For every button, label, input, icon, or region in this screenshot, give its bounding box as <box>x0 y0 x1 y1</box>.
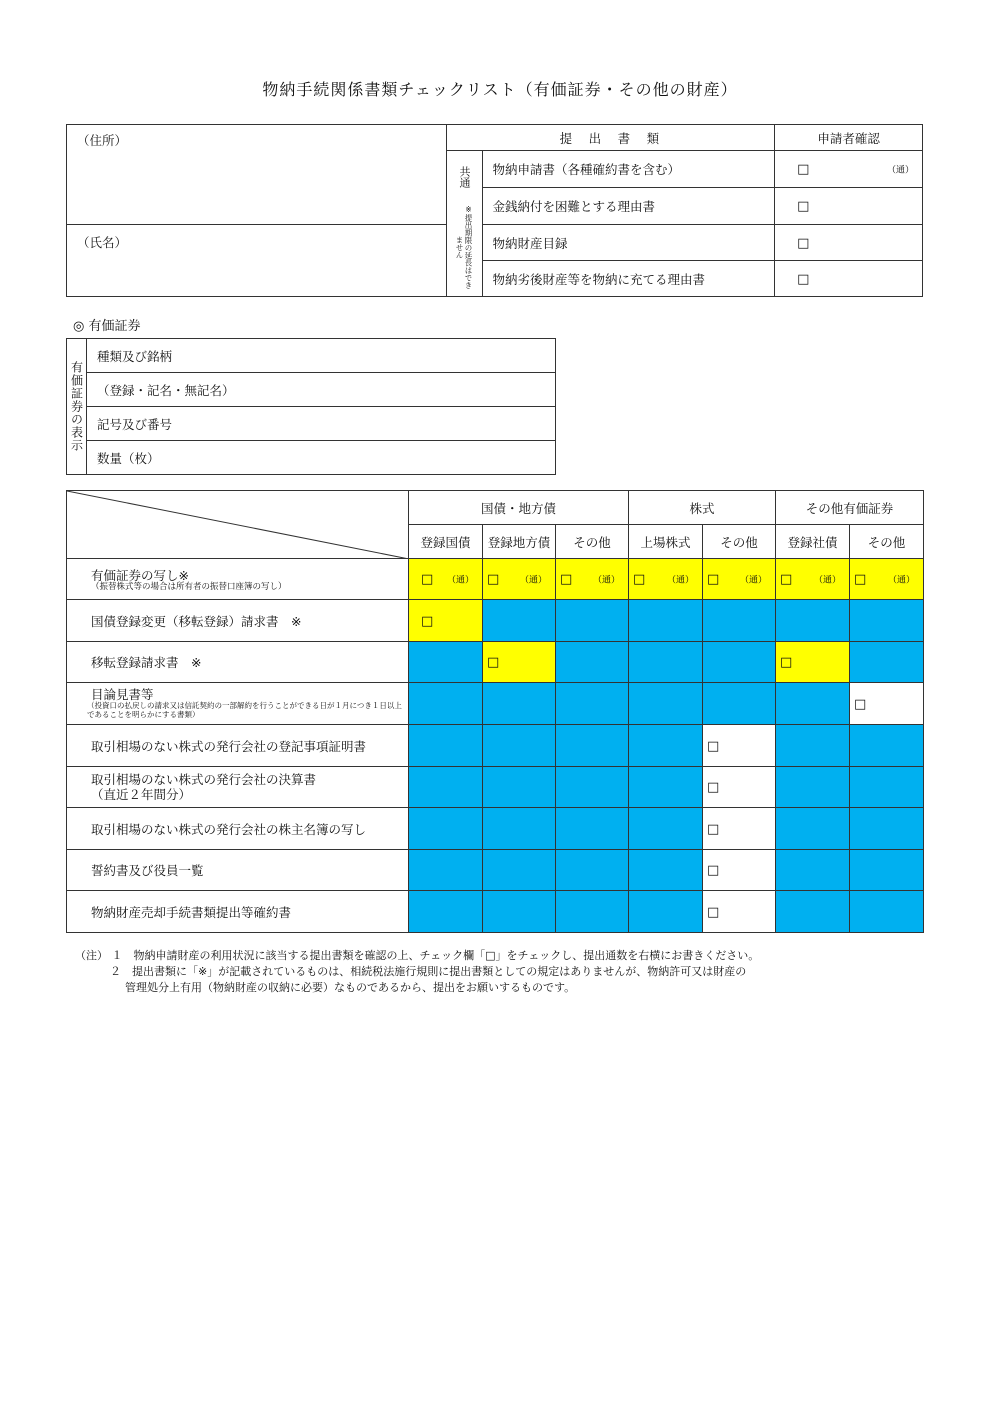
row-label: 目論見書等 （投資口の払戻しの請求又は信託契約の一部解約を行うことができる日が１月につき１日以上であることを明らかにする書類） <box>67 683 409 725</box>
na-cell <box>556 642 629 683</box>
submission-table <box>66 124 923 297</box>
na-cell <box>850 850 924 891</box>
na-cell <box>850 808 924 850</box>
doc-row: 物納財産目録 <box>482 225 775 261</box>
na-cell <box>629 683 703 725</box>
na-cell <box>776 600 850 642</box>
confirm-header: 申請者確認 <box>775 125 923 151</box>
column-header: その他 <box>703 525 776 559</box>
na-cell <box>850 725 924 767</box>
check-cell[interactable] <box>703 808 776 850</box>
na-cell <box>483 600 556 642</box>
name-field[interactable] <box>67 225 447 297</box>
na-cell <box>409 683 483 725</box>
checkbox[interactable]: □ <box>797 199 810 214</box>
copies-label: （通） <box>886 165 914 176</box>
doc-check-cell[interactable] <box>775 151 923 188</box>
page-title: 物納手続関係書類チェックリスト（有価証券・その他の財産） <box>262 80 738 99</box>
na-cell <box>776 808 850 850</box>
checkbox[interactable]: □ <box>560 572 573 587</box>
checkbox[interactable]: □ <box>421 613 434 629</box>
na-cell <box>703 600 776 642</box>
copies-label: （通） <box>814 575 842 586</box>
diagonal-line <box>67 491 409 559</box>
na-cell <box>629 642 703 683</box>
na-cell <box>629 850 703 891</box>
na-cell <box>850 767 924 808</box>
table-row <box>67 725 924 767</box>
doc-check-cell[interactable] <box>775 225 923 261</box>
checkbox[interactable]: □ <box>707 780 720 795</box>
na-cell <box>556 600 629 642</box>
check-cell[interactable] <box>850 559 924 600</box>
na-cell <box>556 808 629 850</box>
notes <box>75 948 945 996</box>
copies-label: （通） <box>593 575 621 586</box>
check-cell[interactable] <box>409 600 483 642</box>
doc-check-cell[interactable] <box>775 188 923 225</box>
checkbox[interactable]: □ <box>797 235 810 251</box>
note-line: 管理処分上有用（物納財産の収納に必要）なものであるから、提出をお願いするものです。 <box>125 981 576 994</box>
copies-label: （通） <box>519 575 547 586</box>
row-label: 物納財産売却手続書類提出等確約書 <box>67 891 409 933</box>
docs-header: 提 出 書 類 <box>446 125 775 151</box>
na-cell <box>776 850 850 891</box>
na-cell <box>776 725 850 767</box>
doc-row: 物納劣後財産等を物納に充てる理由書 <box>482 261 775 297</box>
note-line: ２ 提出書類に「※」が記載されているものは、相続税法施行規則に提出書類としての規定はありませんが、物納許可又は財産の <box>110 965 747 978</box>
checkbox[interactable]: □ <box>854 696 867 712</box>
na-cell <box>703 642 776 683</box>
securities-row[interactable]: （登録・記名・無記名） <box>86 373 555 407</box>
checkbox[interactable]: □ <box>421 572 434 587</box>
na-cell <box>556 767 629 808</box>
checkbox[interactable]: □ <box>707 863 720 878</box>
table-row <box>67 767 924 808</box>
column-header: その他 <box>556 525 629 559</box>
row-label: 有価証券の写し※ （振替株式等の場合は所有者の振替口座簿の写し） <box>67 559 409 600</box>
na-cell <box>629 808 703 850</box>
common-side-cell <box>446 151 482 297</box>
checkbox[interactable]: □ <box>707 821 720 837</box>
note-line: （注） １ 物納申請財産の利用状況に該当する提出書類を確認の上、チェック欄「□」をチェックし、提出通数を右横にお書きください。 <box>75 949 760 962</box>
table-row <box>67 808 924 850</box>
group-header: 株式 <box>629 491 776 525</box>
checkbox[interactable]: □ <box>707 572 720 587</box>
na-cell <box>483 891 556 933</box>
row-label: 国債登録変更（移転登録）請求書 ※ <box>67 600 409 642</box>
na-cell <box>409 891 483 933</box>
column-header: 登録国債 <box>409 525 483 559</box>
table-row <box>67 559 924 600</box>
address-field[interactable] <box>67 125 447 225</box>
na-cell <box>556 683 629 725</box>
address-label: （住所） <box>77 133 128 148</box>
check-cell[interactable] <box>703 725 776 767</box>
corner-cell <box>67 491 409 559</box>
common-label: 共通 <box>458 166 472 188</box>
requirements-matrix <box>66 490 924 933</box>
row-label: 取引相場のない株式の発行会社の登記事項証明書 <box>67 725 409 767</box>
securities-table <box>66 338 556 475</box>
column-header: 上場株式 <box>629 525 703 559</box>
column-header: 登録社債 <box>776 525 850 559</box>
deadline-note: ※提出期限の延長はできません <box>455 205 474 289</box>
column-header: その他 <box>850 525 924 559</box>
check-cell[interactable] <box>703 559 776 600</box>
na-cell <box>483 683 556 725</box>
doc-check-cell[interactable] <box>775 261 923 297</box>
na-cell <box>850 891 924 933</box>
group-header: その他有価証券 <box>776 491 924 525</box>
check-cell[interactable] <box>850 683 924 725</box>
na-cell <box>556 850 629 891</box>
copies-label: （通） <box>446 575 474 586</box>
check-cell[interactable] <box>776 642 850 683</box>
check-cell[interactable] <box>703 891 776 933</box>
na-cell <box>629 891 703 933</box>
row-label: 誓約書及び役員一覧 <box>67 850 409 891</box>
checkbox[interactable]: □ <box>797 271 810 287</box>
checkbox[interactable]: □ <box>780 655 793 670</box>
na-cell <box>409 642 483 683</box>
copies-label: （通） <box>888 575 916 586</box>
na-cell <box>629 767 703 808</box>
copies-label: （通） <box>740 575 768 586</box>
na-cell <box>483 808 556 850</box>
na-cell <box>703 683 776 725</box>
checkbox[interactable]: □ <box>854 572 867 587</box>
check-cell[interactable] <box>776 559 850 600</box>
checkbox[interactable]: □ <box>707 738 720 754</box>
checkbox[interactable]: □ <box>797 162 810 177</box>
na-cell <box>483 767 556 808</box>
row-label: 取引相場のない株式の発行会社の決算書 （直近２年間分） <box>67 767 409 808</box>
checkbox[interactable]: □ <box>633 572 646 587</box>
na-cell <box>483 725 556 767</box>
na-cell <box>409 808 483 850</box>
table-row <box>67 850 924 891</box>
checkbox[interactable]: □ <box>487 655 500 670</box>
check-cell[interactable] <box>629 559 703 600</box>
table-row <box>67 642 924 683</box>
table-row <box>67 683 924 725</box>
securities-heading: ◎ 有価証券 <box>73 319 141 334</box>
na-cell <box>409 725 483 767</box>
na-cell <box>629 725 703 767</box>
securities-row[interactable]: 記号及び番号 <box>86 407 555 441</box>
check-cell[interactable] <box>703 850 776 891</box>
na-cell <box>776 891 850 933</box>
securities-row[interactable]: 数量（枚） <box>86 441 555 475</box>
na-cell <box>776 683 850 725</box>
row-label: 取引相場のない株式の発行会社の株主名簿の写し <box>67 808 409 850</box>
check-cell[interactable] <box>483 559 556 600</box>
na-cell <box>556 725 629 767</box>
check-cell[interactable] <box>556 559 629 600</box>
checkbox[interactable]: □ <box>707 904 720 920</box>
na-cell <box>409 767 483 808</box>
column-header: 登録地方債 <box>483 525 556 559</box>
na-cell <box>629 600 703 642</box>
group-header: 国債・地方債 <box>409 491 629 525</box>
doc-row: 金銭納付を困難とする理由書 <box>482 188 775 225</box>
check-cell[interactable] <box>483 642 556 683</box>
na-cell <box>850 642 924 683</box>
check-cell[interactable] <box>703 767 776 808</box>
check-cell[interactable] <box>409 559 483 600</box>
copies-label: （通） <box>667 575 695 586</box>
name-label: （氏名） <box>77 235 128 250</box>
table-row <box>67 891 924 933</box>
table-row <box>67 600 924 642</box>
na-cell <box>409 850 483 891</box>
securities-row[interactable]: 種類及び銘柄 <box>86 339 555 373</box>
checkbox[interactable]: □ <box>780 572 793 587</box>
checkbox[interactable]: □ <box>487 572 500 587</box>
na-cell <box>850 600 924 642</box>
row-label: 移転登録請求書 ※ <box>67 642 409 683</box>
securities-side: 有価証券の表示 <box>67 339 87 475</box>
doc-row: 物納申請書（各種確約書を含む） <box>482 151 775 188</box>
na-cell <box>556 891 629 933</box>
na-cell <box>776 767 850 808</box>
na-cell <box>483 850 556 891</box>
